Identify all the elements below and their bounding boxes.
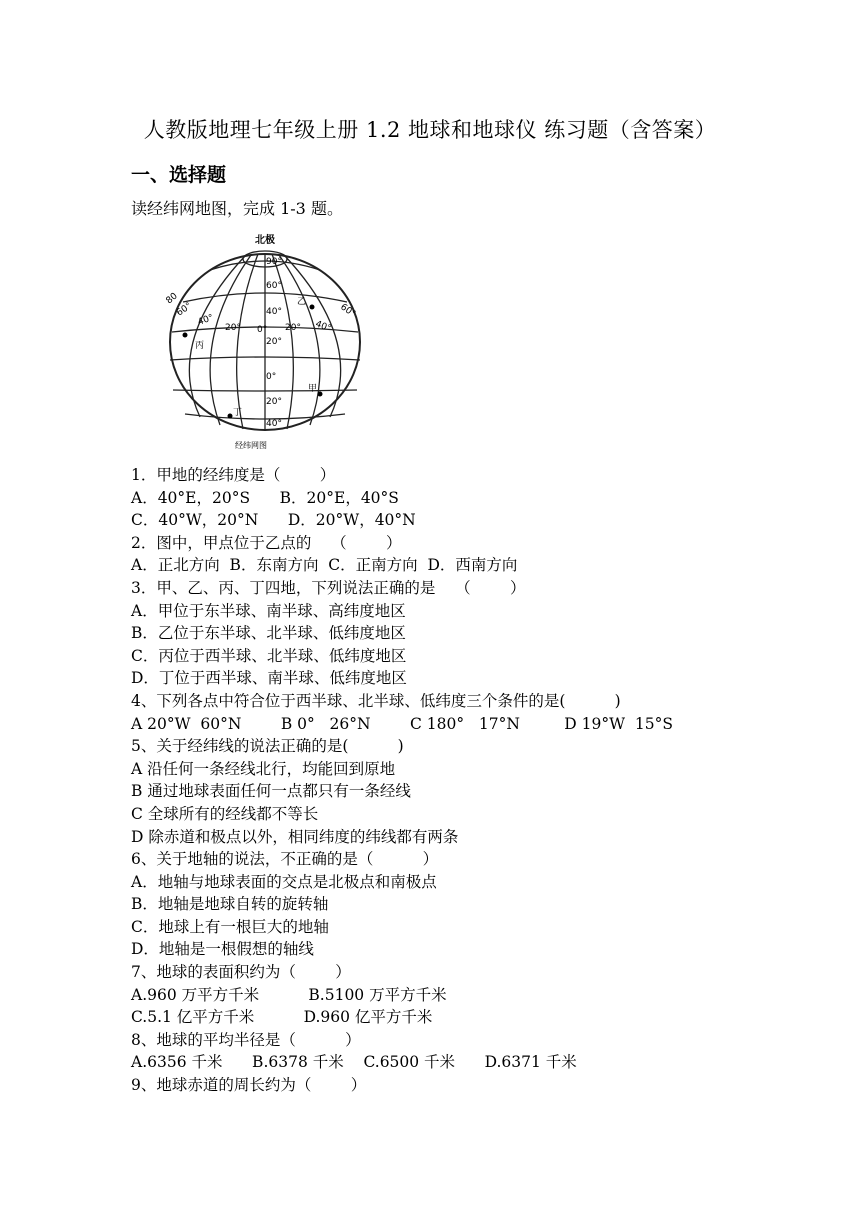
- svg-text:丁: 丁: [233, 408, 243, 418]
- svg-text:20°: 20°: [266, 337, 282, 347]
- svg-text:20°: 20°: [225, 323, 241, 333]
- option-line: A 20°W 60°N B 0° 26°N C 180° 17°N D 19°W 15°S: [131, 714, 673, 733]
- question-line: 1．甲地的经纬度是（ ）: [131, 466, 336, 484]
- question-list: [131, 464, 831, 1097]
- svg-text:60°: 60°: [174, 301, 194, 319]
- globe-diagram: [155, 232, 367, 452]
- svg-text:40°: 40°: [196, 312, 216, 328]
- svg-text:乙: 乙: [297, 297, 307, 307]
- option-line: C．地球上有一根巨大的地轴: [131, 917, 329, 936]
- option-line: B 通过地球表面任何一点都只有一条经线: [131, 782, 411, 801]
- svg-text:0°: 0°: [257, 325, 268, 335]
- svg-text:0°: 0°: [266, 372, 277, 382]
- question-line: 2．图中，甲点位于乙点的 （ ）: [131, 533, 402, 552]
- svg-text:40°: 40°: [266, 307, 282, 317]
- svg-text:40°: 40°: [313, 319, 333, 335]
- point-ding: [228, 414, 233, 419]
- question-line: 7、地球的表面积约为（ ）: [131, 963, 351, 982]
- section-heading: 一、选择题: [131, 164, 227, 186]
- option-line: A．正北方向 B．东南方向 C．正南方向 D．西南方向: [131, 556, 518, 575]
- svg-text:20°: 20°: [285, 323, 301, 333]
- option-line: A 沿任何一条经线北行，均能回到原地: [131, 759, 396, 778]
- svg-text:80: 80: [164, 291, 180, 307]
- svg-text:20°: 20°: [266, 397, 282, 407]
- question-line: 6、关于地轴的说法，不正确的是（ ）: [131, 850, 439, 869]
- intro-text: 读经纬网地图，完成 1-3 题。: [131, 199, 343, 218]
- svg-text:60°: 60°: [338, 302, 358, 320]
- document-title: 人教版地理七年级上册 1.2 地球和地球仪 练习题（含答案）: [143, 118, 717, 142]
- option-line: D 除赤道和极点以外，相同纬度的纬线都有两条: [131, 827, 459, 846]
- question-line: 4、下列各点中符合位于西半球、北半球、低纬度三个条件的是( ): [131, 691, 621, 710]
- question-line: 8、地球的平均半径是（ ）: [131, 1030, 361, 1049]
- svg-text:90°: 90°: [266, 257, 282, 267]
- option-line: B．乙位于东半球、北半球、低纬度地区: [131, 624, 406, 643]
- point-jia: [318, 392, 323, 397]
- svg-text:丙: 丙: [195, 341, 205, 351]
- lat-lon-grid-figure: [155, 232, 367, 452]
- option-line: C.5.1 亿平方千米 D.960 亿平方千米: [131, 1008, 433, 1027]
- figure-caption: 经纬网图: [235, 441, 267, 450]
- option-line: C．40°W，20°N D．20°W，40°N: [131, 511, 416, 530]
- svg-text:40°: 40°: [266, 419, 282, 429]
- option-line: A．甲位于东半球、南半球、高纬度地区: [131, 601, 406, 620]
- option-line: C．丙位于西半球、北半球、低纬度地区: [131, 646, 407, 665]
- svg-text:甲: 甲: [308, 384, 318, 394]
- option-line: A.960 万平方千米 B.5100 万平方千米: [131, 985, 447, 1004]
- north-pole-label: 北极: [255, 235, 275, 246]
- point-yi: [310, 305, 315, 310]
- option-line: D．地轴是一根假想的轴线: [131, 940, 314, 959]
- svg-text:60°: 60°: [266, 281, 282, 291]
- option-line: A．40°E，20°S B．20°E，40°S: [131, 488, 399, 507]
- option-line: B．地轴是地球自转的旋转轴: [131, 895, 329, 914]
- option-line: D．丁位于西半球、南半球、低纬度地区: [131, 669, 407, 688]
- option-line: A.6356 千米 B.6378 千米 C.6500 千米 D.6371 千米: [131, 1053, 577, 1072]
- question-line: 3．甲、乙、丙、丁四地，下列说法正确的是 （ ）: [131, 578, 526, 597]
- question-line: 5、关于经纬线的说法正确的是( ): [131, 737, 404, 756]
- option-line: C 全球所有的经线都不等长: [131, 804, 319, 823]
- point-bing: [183, 333, 188, 338]
- question-line: 9、地球赤道的周长约为（ ）: [131, 1076, 367, 1095]
- option-line: A．地轴与地球表面的交点是北极点和南极点: [131, 872, 437, 891]
